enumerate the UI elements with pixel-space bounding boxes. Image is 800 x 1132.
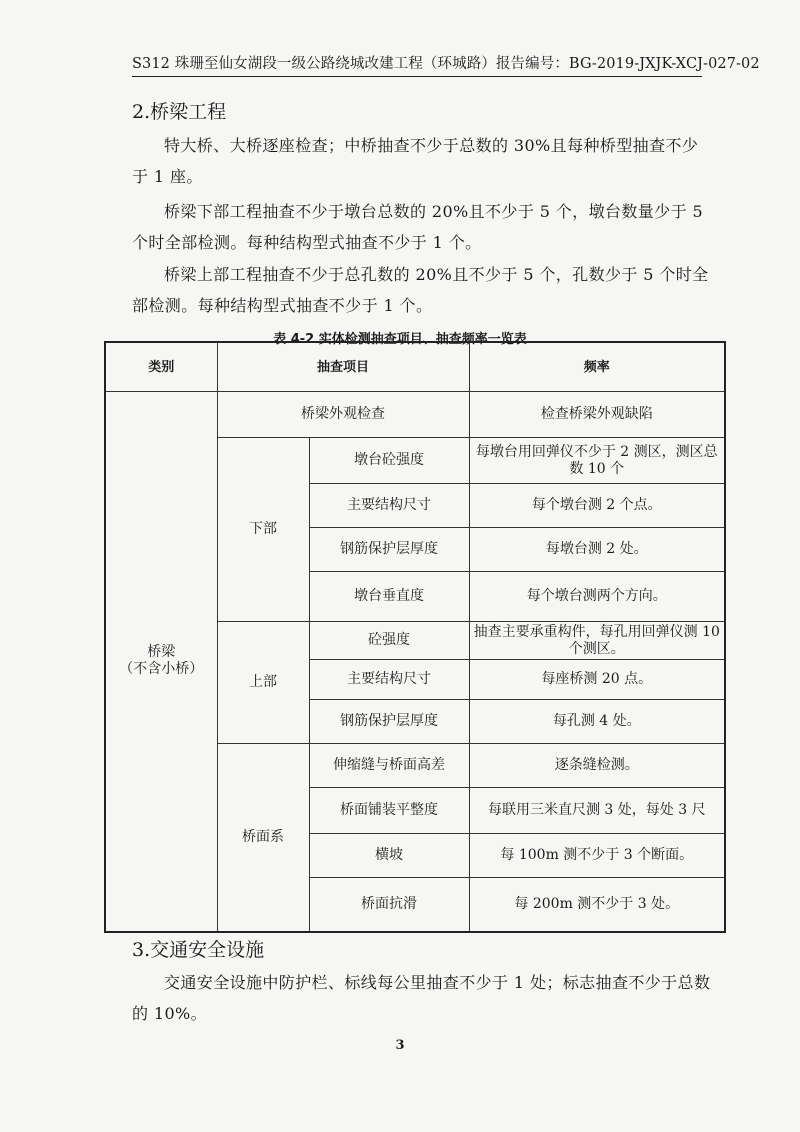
row-frequency: 每 100m 测不少于 3 个断面。 [469,834,725,878]
row-frequency: 每联用三米直尺测 3 处，每处 3 尺 [469,788,725,834]
table-row [105,392,725,438]
section-2-paragraph-2: 桥梁下部工程抽查不少于墩台总数的 20%且不少于 5 个，墩台数量少于 5 个时全部检测。每种结构型式抽查不少于 1 个。 [132,202,704,252]
row-item: 伸缩缝与桥面高差 [309,744,469,788]
row-item: 墩台垂直度 [309,572,469,622]
category-cell [105,392,217,932]
row-item: 横坡 [309,834,469,878]
section-3-paragraph-1: 交通安全设施中防护栏、标线每公里抽查不少于 1 处；标志抽查不少于总数的 10%。 [132,973,711,1023]
row-item: 主要结构尺寸 [309,484,469,528]
row-frequency: 每个墩台测两个方向。 [469,572,725,622]
row-frequency: 每个墩台测 2 个点。 [469,484,725,528]
row-frequency: 抽查主要承重构件，每孔用回弹仪测 10 个测区。 [469,622,725,660]
section-2-paragraph-1: 特大桥、大桥逐座检查；中桥抽查不少于总数的 30%且每种桥型抽查不少于 1 座。 [132,136,699,186]
inspection-table [104,341,726,933]
row-item: 钢筋保护层厚度 [309,528,469,572]
row-item: 桥面抗滑 [309,878,469,932]
group-name: 桥面系 [217,744,309,932]
header-item: 抽查项目 [217,342,469,392]
row-frequency: 每孔测 4 处。 [469,700,725,744]
section-3-title: 3.交通安全设施 [132,939,265,961]
section-2-paragraph-3: 桥梁上部工程抽查不少于总孔数的 20%且不少于 5 个，孔数少于 5 个时全部检测。每种结构型式抽查不少于 1 个。 [132,265,709,315]
overview-item: 桥梁外观检查 [217,392,469,438]
row-frequency: 逐条缝检测。 [469,744,725,788]
page-header: S312 珠珊至仙女湖段一级公路绕城改建工程（环城路）报告编号：BG-2019-JXJK-XCJ-027-02 [132,52,702,77]
group-name: 下部 [217,438,309,622]
row-frequency: 每墩台用回弹仪不少于 2 测区，测区总数 10 个 [469,438,725,484]
category-sub: （不含小桥） [119,661,204,678]
header-frequency: 频率 [469,342,725,392]
header-category: 类别 [105,342,217,392]
row-item: 桥面铺装平整度 [309,788,469,834]
row-frequency: 每 200m 测不少于 3 处。 [469,878,725,932]
category-main: 桥梁 [147,644,176,661]
group-name: 上部 [217,622,309,744]
row-frequency: 每座桥测 20 点。 [469,660,725,700]
table-header-row [105,342,725,392]
section-2-title: 2.桥梁工程 [132,101,227,123]
page-number: 3 [395,1038,405,1053]
row-frequency: 每墩台测 2 处。 [469,528,725,572]
row-item: 钢筋保护层厚度 [309,700,469,744]
table-caption: 表 4-2 实体检测抽查项目、抽查频率一览表 [273,332,527,347]
row-item: 砼强度 [309,622,469,660]
row-item: 主要结构尺寸 [309,660,469,700]
row-item: 墩台砼强度 [309,438,469,484]
overview-frequency: 检查桥梁外观缺陷 [469,392,725,438]
